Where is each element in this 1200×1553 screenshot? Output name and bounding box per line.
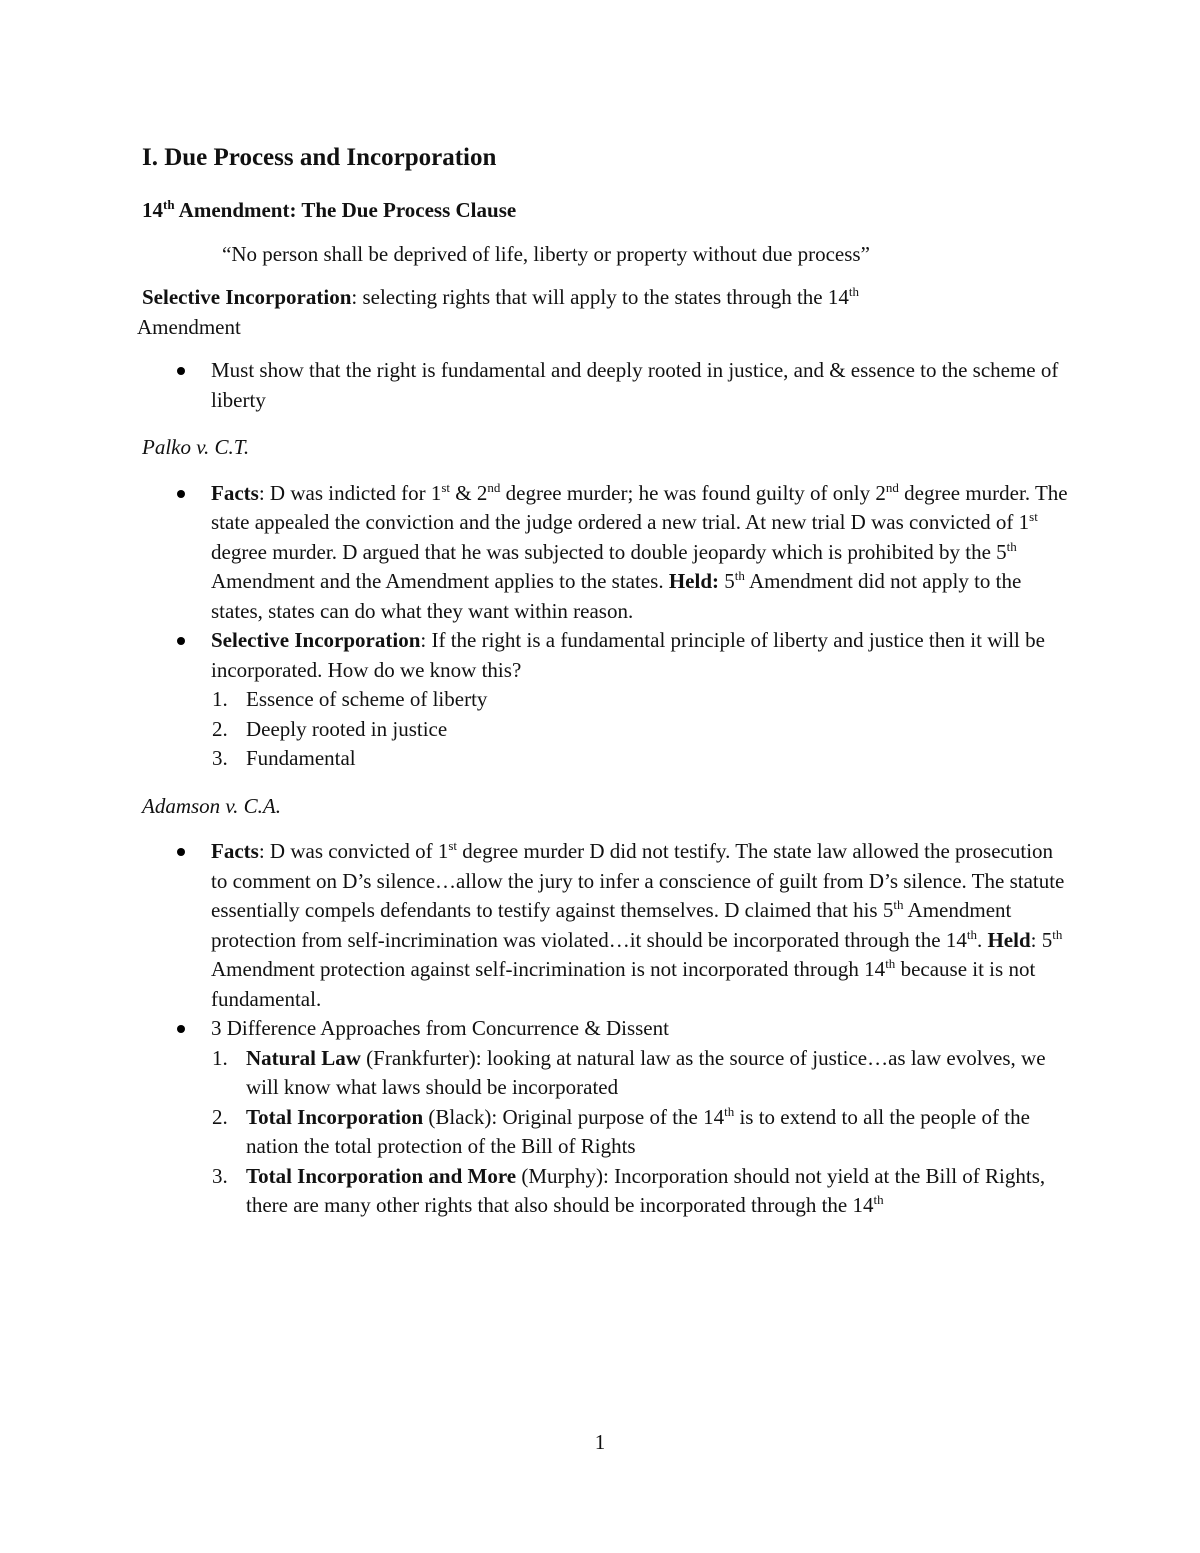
- page-content: [137, 140, 1072, 1239]
- case-title-palko: Palko v. C.T.: [142, 435, 250, 459]
- list-item: 2. Deeply rooted in justice: [212, 716, 448, 741]
- palko-criteria-list: [211, 685, 1072, 774]
- palko-bullets: [142, 479, 1072, 774]
- adamson-approaches: 3 Difference Approaches from Concurrence & Dissent 1. Natural Law (Frankfurter): looking at natural law as the source of justice…as law evolves, we will know what laws should be incorporated 2. Total Incorporation (Black): Original purpose of the 14th is to extend to all the people of the nation the total protection of the Bill of Rights 3. Total Incorporation and More (Murphy): Incorporation should not yield at the Bill of Rights, there are many other rights that also should be incorporated through the 14th: [142, 1014, 1072, 1221]
- palko-selective: Selective Incorporation: If the right is a fundamental principle of liberty and justice then it will be incorporated. How do we know this? 1. Essence of scheme of liberty 2. Deeply rooted in justice 3. Fundamental: [142, 626, 1072, 774]
- adamson-bullets: [142, 837, 1072, 1221]
- list-item: 3. Total Incorporation and More (Murphy): Incorporation should not yield at the Bill of Rights, there are many other rights that also should be incorporated through the 14th: [212, 1163, 1046, 1217]
- list-item: 3. Fundamental: [212, 746, 356, 770]
- list-item: 1. Essence of scheme of liberty: [212, 687, 488, 711]
- selective-incorporation-definition: Selective Incorporation: selecting rights that will apply to the states through the 14th Amendment: [137, 284, 859, 339]
- selective-bullets: [142, 356, 1072, 415]
- approaches-list: [211, 1044, 1072, 1221]
- list-item: 1. Natural Law (Frankfurter): looking at natural law as the source of justice…as law evolves, we will know what laws should be incorporated: [212, 1045, 1046, 1099]
- due-process-quote: “No person shall be deprived of life, liberty or property without due process”: [222, 241, 870, 266]
- amendment-subheading: 14th Amendment: The Due Process Clause: [142, 197, 517, 222]
- list-item: Must show that the right is fundamental and deeply rooted in justice, and & essence to the scheme of liberty: [142, 356, 1072, 415]
- page-number: 1: [594, 1430, 606, 1454]
- case-title-adamson: Adamson v. C.A.: [142, 793, 282, 818]
- palko-facts: Facts: D was indicted for 1st & 2nd degree murder; he was found guilty of only 2nd degree murder. The state appealed the conviction and the judge ordered a new trial. At new trial D was convicted of 1st degree murder. D argued that he was subjected to double jeopardy which is prohibited by the 5th Amendment and the Amendment applies to the states. Held: 5th Amendment did not apply to the states, states can do what they want within reason.: [142, 479, 1072, 627]
- section-heading: I. Due Process and Incorporation: [142, 144, 497, 171]
- list-item: 2. Total Incorporation (Black): Original purpose of the 14th is to extend to all the people of the nation the total protection of the Bill of Rights: [212, 1103, 1030, 1158]
- adamson-facts: Facts: D was convicted of 1st degree murder D did not testify. The state law allowed the prosecution to comment on D’s silence…allow the jury to infer a conscience of guilt from D’s silence. The statute essentially compels defendants to testify against themselves. D claimed that his 5th Amendment protection from self-incrimination was violated…it should be incorporated through the 14th. Held: 5th Amendment protection against self-incrimination is not incorporated through 14th because it is not fundamental.: [142, 837, 1072, 1014]
